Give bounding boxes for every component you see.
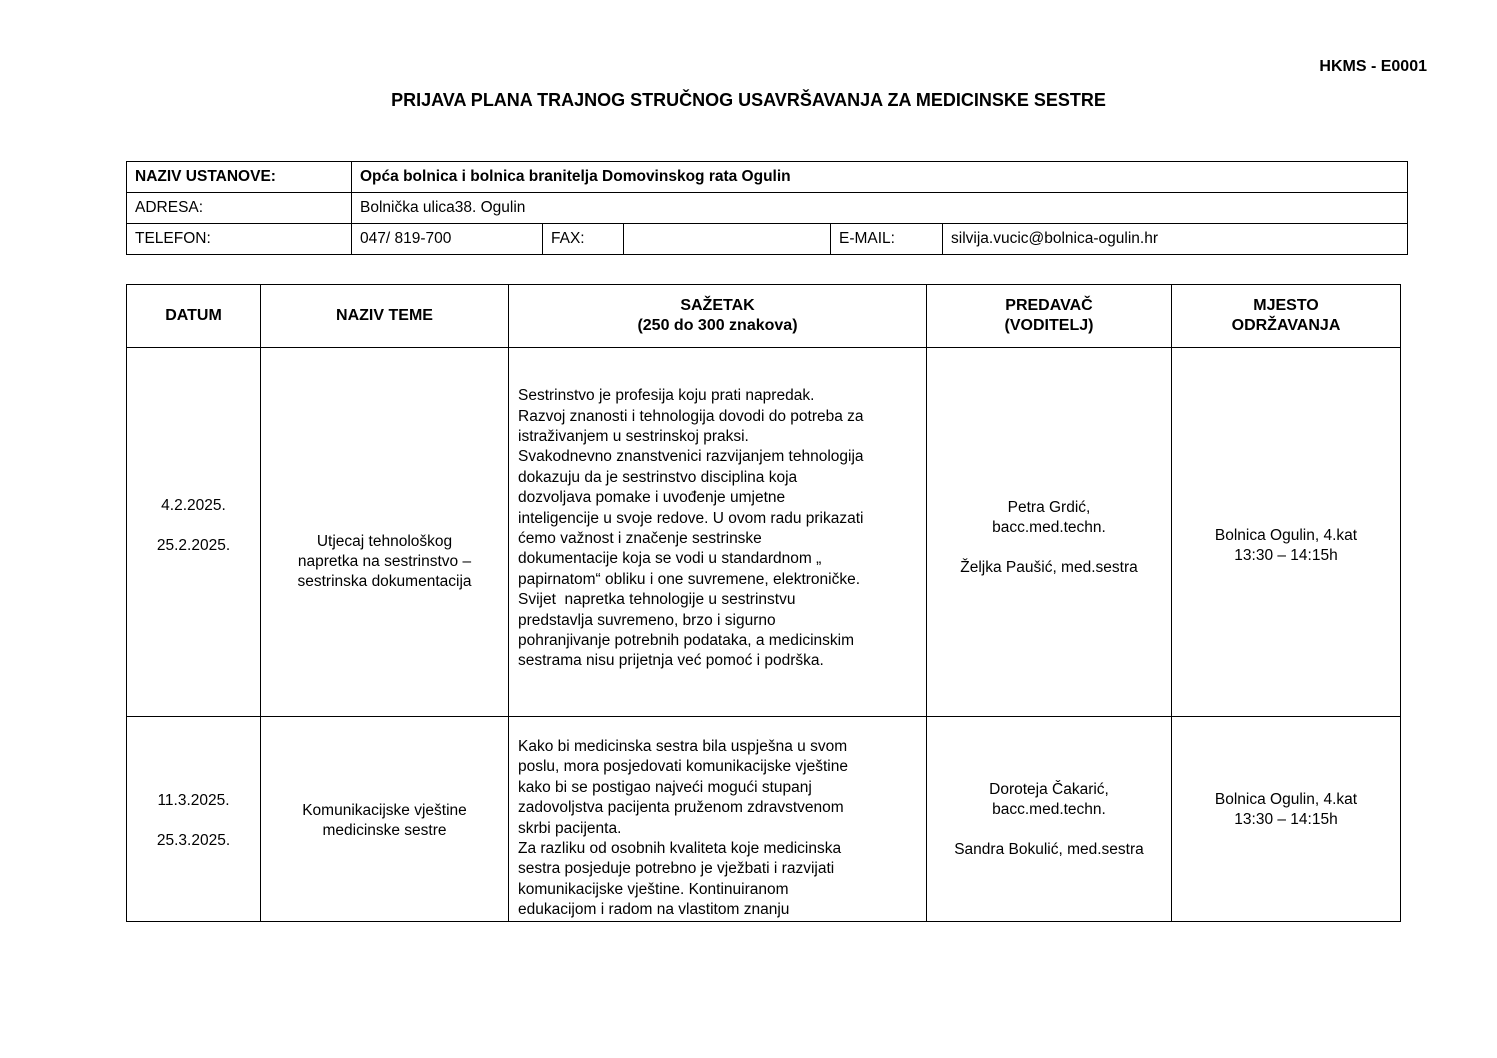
address-row <box>127 193 1408 224</box>
summary-line: pohranjivanje potrebnih podataka, a medicinskim <box>518 632 855 650</box>
table-row <box>127 717 1401 922</box>
header-predavac: PREDAVAČ (VODITELJ) <box>927 285 1172 348</box>
summary-line: istraživanjem u sestrinskoj praksi. <box>518 427 749 445</box>
summary-line: dozvoljava pomake i uvođenje umjetne <box>518 489 786 507</box>
summary-line: sestrama nisu prijetnja već pomoć i podrška. <box>518 652 824 670</box>
header-naziv-teme: NAZIV TEME <box>261 285 509 348</box>
row-dates: 4.2.2025. 25.2.2025. <box>127 348 261 717</box>
summary-line: zadovoljstva pacijenta pruženom zdravstvenom <box>518 799 844 817</box>
phone-value: 047/ 819-700 <box>352 224 543 255</box>
email-value: silvija.vucic@bolnica-ogulin.hr <box>943 224 1408 255</box>
summary-line: komunikacijske vještine. Kontinuiranom <box>518 880 789 898</box>
contact-row <box>127 224 1408 255</box>
document-code: HKMS - E0001 <box>1319 58 1427 75</box>
fax-label: FAX: <box>543 224 624 255</box>
summary-line: Svakodnevno znanstvenici razvijanjem tehnologija <box>518 448 864 466</box>
summary-line: kako bi se postigao najveći mogući stupanj <box>518 778 812 796</box>
summary-line: dokumentacije koja se vodi u standardnom „ <box>518 550 822 568</box>
row-lecturer: Doroteja Čakarić, bacc.med.techn. Sandra Bokulić, med.sestra <box>927 717 1172 922</box>
summary-line: edukacijom i radom na vlastitom znanju <box>518 901 790 919</box>
institution-name-row <box>127 162 1408 193</box>
fax-value <box>624 224 831 255</box>
summary-line: papirnatom“ obliku i one suvremene, elektroničke. <box>518 570 861 588</box>
summary-line: skrbi pacijenta. <box>518 819 622 837</box>
summary-line: Kako bi medicinska sestra bila uspješna u svom <box>518 738 848 755</box>
table-header-row <box>127 285 1401 348</box>
page-title: PRIJAVA PLANA TRAJNOG STRUČNOG USAVRŠAVANJA ZA MEDICINSKE SESTRE <box>391 90 1106 110</box>
summary-line: Sestrinstvo je profesija koju prati napredak. <box>518 387 815 405</box>
row-summary <box>509 717 927 922</box>
institution-name-label: NAZIV USTANOVE: <box>127 162 352 193</box>
institution-name-value: Opća bolnica i bolnica branitelja Domovinskog rata Ogulin <box>352 162 1408 193</box>
row-lecturer: Petra Grdić, bacc.med.techn. Željka Paušić, med.sestra <box>927 348 1172 717</box>
summary-line: ćemo važnost i značenje sestrinske <box>518 530 762 547</box>
header-mjesto: MJESTO ODRŽAVANJA <box>1172 285 1401 348</box>
row-dates: 11.3.2025. 25.3.2025. <box>127 717 261 922</box>
summary-line: Razvoj znanosti i tehnologija dovodi do potreba za <box>518 407 864 425</box>
phone-label: TELEFON: <box>127 224 352 255</box>
address-value: Bolnička ulica38. Ogulin <box>352 193 1408 224</box>
row-topic: Utjecaj tehnološkog napretka na sestrinstvo – sestrinska dokumentacija <box>261 348 509 717</box>
institution-info-table <box>126 161 1408 255</box>
row-place: Bolnica Ogulin, 4.kat 13:30 – 14:15h <box>1172 717 1401 922</box>
summary-line: dokazuju da je sestrinstvo disciplina koja <box>518 468 798 486</box>
row-summary <box>509 348 927 717</box>
address-label: ADRESA: <box>127 193 352 224</box>
education-plan-table <box>126 284 1401 922</box>
summary-line: sestra posjeduje potrebno je vježbati i razvijati <box>518 860 835 878</box>
email-label: E-MAIL: <box>831 224 943 255</box>
header-sazetak: SAŽETAK (250 do 300 znakova) <box>509 285 927 348</box>
table-row <box>127 348 1401 717</box>
summary-line: poslu, mora posjedovati komunikacijske vještine <box>518 758 848 776</box>
summary-line: predstavlja suvremeno, brzo i sigurno <box>518 611 776 629</box>
summary-line: Svijet napretka tehnologije u sestrinstvu <box>518 591 796 609</box>
summary-line: Za razliku od osobnih kvaliteta koje medicinska <box>518 840 842 858</box>
summary-line: inteligencije u svoje redove. U ovom radu prikazati <box>518 509 864 527</box>
header-datum: DATUM <box>127 285 261 348</box>
row-topic: Komunikacijske vještine medicinske sestre <box>261 717 509 922</box>
row-place: Bolnica Ogulin, 4.kat 13:30 – 14:15h <box>1172 348 1401 717</box>
